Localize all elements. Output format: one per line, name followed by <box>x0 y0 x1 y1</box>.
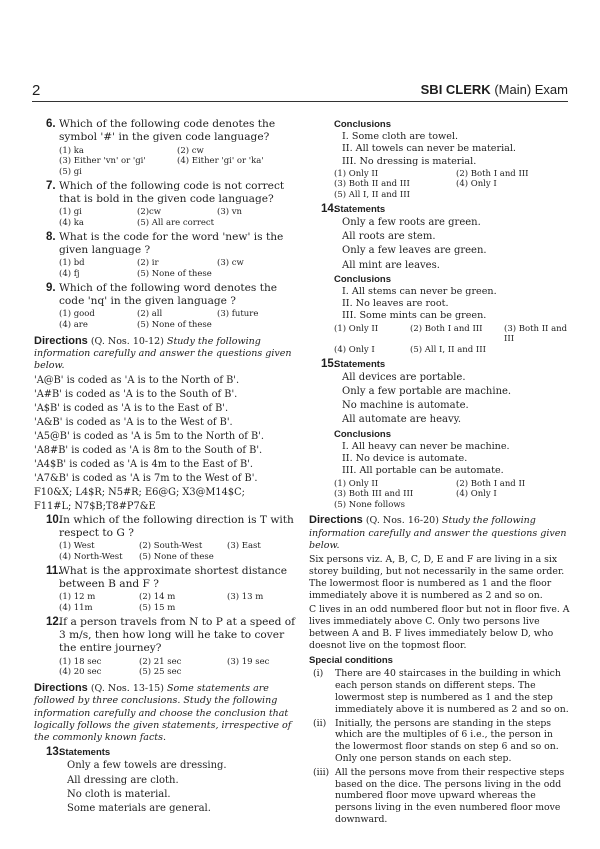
special-condition <box>309 718 571 765</box>
question-15 <box>309 358 571 511</box>
condition-number: (i) <box>313 668 324 680</box>
option-3: (3) East <box>227 541 261 552</box>
option-1: (1) 12 m <box>59 592 96 603</box>
statement: Only a few towels are dressing. <box>67 760 227 772</box>
conclusion: I. All heavy can never be machine. <box>342 440 510 452</box>
options <box>59 207 302 228</box>
header-rule <box>32 101 568 102</box>
question-12 <box>34 616 302 678</box>
directions-range: (Q. Nos. 10-12) <box>87 335 167 347</box>
option-2: (2) ir <box>137 258 159 269</box>
option-3: (3) vn <box>217 207 243 218</box>
conclusion: I. All stems can never be green. <box>342 285 497 297</box>
question-14 <box>309 203 571 356</box>
code-line: F11#L; N7$B;T8#P7&E <box>34 500 156 512</box>
question-number: 12. <box>46 615 62 628</box>
option-3: (3) 19 sec <box>227 656 270 667</box>
code-line: 'A&B' is coded as 'A is to the West of B'. <box>34 417 233 429</box>
page-number: 2 <box>32 82 41 99</box>
option-2: (2) all <box>137 309 163 320</box>
option-5: (5) None follows <box>334 499 405 510</box>
directions-label: Directions <box>309 514 363 527</box>
option-1: (1) Only II <box>334 323 379 334</box>
code-line: 'A7&B' is coded as 'A is 7m to the West of B'. <box>34 472 258 484</box>
puzzle-paragraph: Six persons viz. A, B, C, D, E and F are living in a six storey building, but not necessarily in the same order. The lowermost floor is numbered as 1 and the floor immediately above it is numbered as 2 and so on. <box>309 554 565 601</box>
option-1: (1) 18 sec <box>59 656 102 667</box>
option-5: (5) None of these <box>137 320 212 330</box>
statements-heading: Statements <box>334 358 386 370</box>
option-5: (5) None of these <box>139 551 214 562</box>
conclusion: I. Some cloth are towel. <box>342 131 459 142</box>
statement: All mint are leaves. <box>342 259 440 271</box>
question-number: 9. <box>46 281 56 294</box>
directions-text: Study the following information carefully and answer the questions given below. <box>309 515 567 551</box>
option-1: (1) good <box>59 309 95 320</box>
direction-codes <box>34 374 302 513</box>
option-2: (2) 21 sec <box>139 656 182 667</box>
left-column <box>34 118 302 819</box>
question-8 <box>34 231 302 280</box>
option-4: (4) Only I <box>334 344 375 355</box>
conclusion: II. No device is automate. <box>342 453 468 465</box>
right-column <box>309 118 571 828</box>
options <box>59 541 302 562</box>
question-7 <box>34 180 302 229</box>
running-title-rest: (Main) Exam <box>490 82 568 97</box>
question-text: Which of the following word denotes the code 'nq' in the given language ? <box>59 281 278 307</box>
directions-text: Study the following information carefully and answer the questions given below. <box>34 335 292 372</box>
special-conditions-heading: Special conditions <box>309 654 393 666</box>
option-1: (1) bd <box>59 258 85 269</box>
question-text: Which of the following code denotes the symbol '#' in the given code language? <box>59 118 276 144</box>
statement: Only a few leaves are green. <box>342 245 487 257</box>
condition-text: Initially, the persons are standing in the steps which are the multiples of 6 i.e., the person in the lowermost floor stands on step 6 and so on. Only one person stands on each step. <box>335 717 559 765</box>
question-number: 11. <box>46 564 62 577</box>
option-4: (4) 11m <box>59 602 93 613</box>
options <box>59 258 302 279</box>
conclusions-heading: Conclusions <box>334 428 392 440</box>
question-text: What is the approximate shortest distance between B and F ? <box>59 564 287 590</box>
question-13 <box>34 746 302 816</box>
option-2: (2) 14 m <box>139 592 176 603</box>
option-1: (1) Only II <box>334 478 379 489</box>
option-3: (3) future <box>217 309 259 320</box>
option-4: (4) Only I <box>456 179 497 190</box>
statement: Only a few portable are machine. <box>342 385 512 397</box>
option-1: (1) ka <box>59 145 84 156</box>
conclusions-heading: Conclusions <box>334 273 392 285</box>
options <box>334 324 571 356</box>
condition-number: (ii) <box>313 717 327 729</box>
option-2: (2)cw <box>137 207 162 218</box>
special-condition <box>309 668 571 715</box>
condition-number: (iii) <box>313 766 330 778</box>
code-line: 'A8#B' is coded as 'A is 8m to the South of B'. <box>34 445 263 457</box>
option-2: (2) cw <box>177 145 204 156</box>
question-10 <box>34 514 302 563</box>
statement: All automate are heavy. <box>342 414 462 426</box>
option-4: (4) 20 sec <box>59 667 102 678</box>
special-condition <box>309 767 571 826</box>
conclusion: III. All portable can be automate. <box>342 465 504 477</box>
question-9 <box>34 282 302 331</box>
condition-text: All the persons move from their respective steps based on the dice. The persons living in the odd numbered floor move upward whereas the persons living in the even numbered floor move downward. <box>335 766 565 826</box>
option-4: (4) ka <box>59 218 84 228</box>
question-11 <box>34 565 302 614</box>
statement: No machine is automate. <box>342 400 469 412</box>
options <box>334 169 571 201</box>
option-1: (1) gi <box>59 207 82 218</box>
question-text: What is the code for the word 'new' is the given language ? <box>59 230 284 256</box>
directions-range: (Q. Nos. 16-20) <box>362 515 442 527</box>
option-2: (2) South-West <box>139 541 203 552</box>
option-4: (4) Either 'gi' or 'ka' <box>177 156 264 167</box>
options <box>334 479 571 511</box>
option-5: (5) All I, II and III <box>334 190 410 201</box>
option-5: (5) None of these <box>137 269 212 279</box>
question-number: 13. <box>46 746 62 759</box>
options <box>59 146 302 178</box>
statements-heading: Statements <box>59 747 111 759</box>
option-4: (4) are <box>59 320 88 330</box>
statement: All roots are stem. <box>342 230 436 242</box>
directions-13-15 <box>34 682 302 744</box>
conclusion: III. No dressing is material. <box>342 155 477 167</box>
statements-heading: Statements <box>334 203 386 215</box>
question-text: Which of the following code is not correct that is bold in the given code language? <box>59 179 285 205</box>
option-5: (5) 15 m <box>139 602 176 613</box>
code-line: 'A5@B' is coded as 'A is 5m to the North of B'. <box>34 431 264 443</box>
options <box>59 657 302 678</box>
option-3: (3) Either 'vn' or 'gi' <box>59 156 146 167</box>
question-number: 8. <box>46 230 56 243</box>
option-2: (2) Both I and II <box>456 478 526 489</box>
statement: Some materials are general. <box>67 803 211 815</box>
question-number: 10. <box>46 513 62 526</box>
option-4: (4) fj <box>59 269 80 279</box>
puzzle-paragraph: C lives in an odd numbered floor but not in floor five. A lives immediately above C. Only two persons live between A and B. F lives immediately below D, who doesnot live on the topmost floor. <box>309 604 570 651</box>
option-1: (1) Only II <box>334 168 379 179</box>
conclusion: II. All towels can never be material. <box>342 143 516 155</box>
code-line: 'A#B' is coded as 'A is to the South of B'. <box>34 389 238 401</box>
statement: All dressing are cloth. <box>67 774 179 786</box>
option-5: (5) gi <box>59 167 82 177</box>
option-5: (5) 25 sec <box>139 667 182 678</box>
question-number: 14. <box>321 202 337 215</box>
condition-text: There are 40 staircases in the building in which each person stands on different steps. The lowermost step is numbered as 1 and the step immediately above it is numbered as 2 and so on. <box>335 668 569 715</box>
question-number: 7. <box>46 179 56 192</box>
option-3: (3) Both II and III <box>334 179 410 190</box>
directions-label: Directions <box>34 681 88 694</box>
option-3: (3) 13 m <box>227 592 264 603</box>
question-number: 15. <box>321 357 337 370</box>
directions-text: Some statements are followed by three conclusions. Study the following information carefully and choose the conclusion that logically follows the given statements, irrespective of the commonly known facts. <box>34 682 292 744</box>
question-text: In which of the following direction is T with respect to G ? <box>59 513 294 539</box>
code-line: 'A4$B' is coded as 'A is 4m to the East of B'. <box>34 458 253 470</box>
statement: No cloth is material. <box>67 789 171 801</box>
option-3: (3) Both II and III <box>504 323 568 345</box>
conclusion: II. No leaves are root. <box>342 298 449 310</box>
directions-range: (Q. Nos. 13-15) <box>87 682 167 694</box>
statement: All devices are portable. <box>342 371 466 383</box>
directions-label: Directions <box>34 334 88 347</box>
conclusion: III. Some mints can be green. <box>342 310 487 322</box>
conclusions-heading: Conclusions <box>334 119 392 130</box>
question-number: 6. <box>46 118 56 130</box>
option-3: (3) Both III and III <box>334 489 414 500</box>
option-4: (4) Only I <box>456 489 497 500</box>
option-5: (5) All I, II and III <box>410 344 486 355</box>
question-text: If a person travels from N to P at a speed of 3 m/s, then how long will he take to cover the entire journey? <box>59 615 296 655</box>
option-1: (1) West <box>59 541 95 552</box>
option-5: (5) All are correct <box>137 218 215 228</box>
option-2: (2) Both I and III <box>456 168 529 179</box>
question-13-conclusions <box>309 118 571 201</box>
running-title-bold: SBI CLERK <box>420 82 491 97</box>
option-4: (4) North-West <box>59 551 123 562</box>
options <box>59 309 302 330</box>
option-3: (3) cw <box>217 258 244 269</box>
directions-10-12 <box>34 335 302 373</box>
options <box>59 592 302 613</box>
directions-16-20 <box>309 514 571 552</box>
statement: Only a few roots are green. <box>342 216 481 228</box>
code-line: F10&X; L4$R; N5#R; E6@G; X3@M14$C; <box>34 486 245 498</box>
running-title <box>421 82 568 97</box>
question-6 <box>34 118 302 178</box>
code-line: 'A@B' is coded as 'A is to the North of B'. <box>34 375 240 387</box>
code-line: 'A$B' is coded as 'A is to the East of B'. <box>34 403 229 415</box>
option-2: (2) Both I and III <box>410 323 483 334</box>
